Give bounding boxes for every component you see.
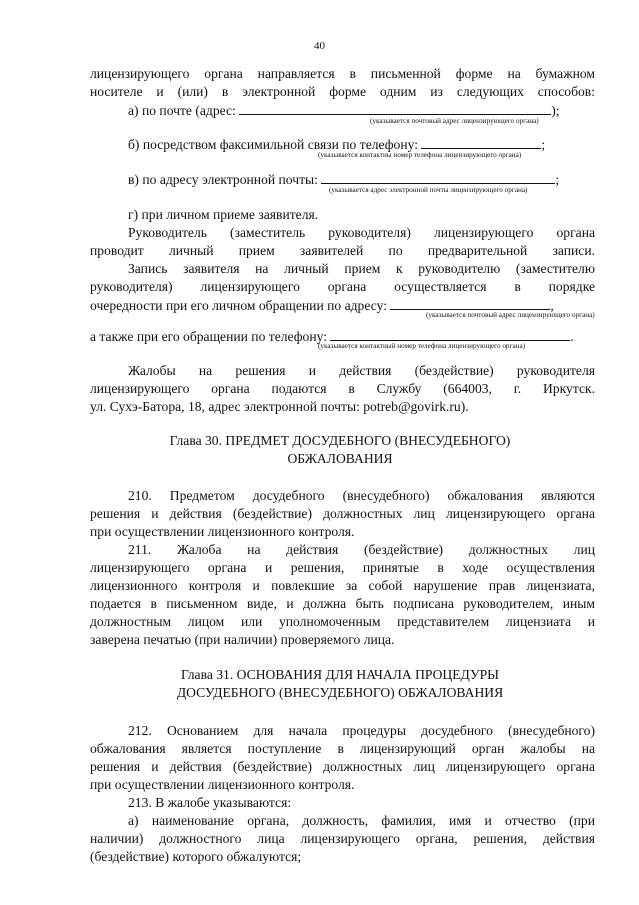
chapter-30-title: Глава 30. ПРЕДМЕТ ДОСУДЕБНОГО (ВНЕСУДЕБНОГО)	[169, 433, 511, 448]
registration-end: ,	[550, 298, 554, 313]
blank-field	[390, 296, 550, 310]
text-line: наличии) должностного лица лицензирующего органа, решения, действия	[90, 831, 595, 846]
text-line: а) наименование органа, должность, фамилия, имя и отчество (при	[128, 813, 595, 828]
text-line: лицензирующего органа и решения, принятые в ходе осуществления	[90, 560, 595, 575]
text-line: лицензирующего органа подаются в Службу (664003, г. Иркутск.	[90, 381, 595, 396]
text-line: 213. В жалобе указываются:	[128, 795, 292, 810]
text-line: лицензионного контроля и повлекшие за собой нарушение прав лицензиата,	[90, 578, 595, 593]
text-line: при осуществлении лицензионного контроля.	[90, 524, 355, 539]
phone-end: .	[570, 329, 574, 344]
blank-field	[421, 135, 541, 149]
post-end: );	[551, 103, 560, 118]
email-note: (указывается адрес электронной почты лицензирующего органа)	[329, 186, 528, 194]
text-line: проводит личный прием заявителей по предварительной записи.	[90, 243, 595, 258]
text-line: при осуществлении лицензионного контроля.	[90, 777, 355, 792]
post-label: а) по почте (адрес:	[128, 103, 236, 118]
chapter-30-title: ОБЖАЛОВАНИЯ	[287, 451, 393, 466]
chapter-31-title: ДОСУДЕБНОГО (ВНЕСУДЕБНОГО) ОБЖАЛОВАНИЯ	[176, 685, 504, 700]
page-number: 40	[314, 40, 325, 52]
text-line: 212. Основанием для начала процедуры досудебного (внесудебного)	[128, 723, 595, 738]
text-line: (бездействие) которого обжалуются;	[90, 849, 302, 864]
text-line: заверена печатью (при наличии) проверяемого лица.	[90, 632, 395, 647]
blank-field	[321, 170, 555, 184]
blank-field	[239, 101, 551, 115]
text-line: решения и действия (бездействие) должностных лиц лицензирующего органа	[90, 506, 595, 521]
registration-text: очередности при его личном обращении по адресу:	[90, 298, 387, 313]
email-label: в) по адресу электронной почты:	[128, 172, 318, 187]
fax-end: ;	[541, 137, 546, 152]
text-line: Запись заявителя на личный прием к руководителю (заместителю	[128, 261, 595, 276]
text-line: Руководитель (заместитель руководителя) лицензирующего органа	[128, 225, 595, 240]
text-line: руководителя) лицензирующего органа осуществляется в порядке	[90, 279, 595, 294]
fax-label: б) посредством факсимильной связи по телефону:	[128, 137, 418, 152]
phone-note: (указывается контактный номер телефона лицензирующего органа)	[318, 342, 526, 350]
text-line: решения и действия (бездействие) должностных лиц лицензирующего органа	[90, 759, 595, 774]
text-line: должностным лицом или уполномоченным представителем лицензиата и	[90, 614, 595, 629]
post-address-note: (указывается почтовый адрес лицензирующего органа)	[370, 117, 539, 125]
phone-label: а также при его обращении по телефону:	[90, 329, 328, 344]
registration-address-note: (указывается почтовый адрес лицензирующего органа)	[426, 311, 595, 319]
text-line: ул. Сухэ-Батора, 18, адрес электронной почты: potreb@govirk.ru).	[90, 399, 469, 414]
text-line: обжалования является поступление в лицензирующий орган жалобы на	[90, 741, 595, 756]
email-end: ;	[555, 172, 560, 187]
text-line: 211. Жалоба на действия (бездействие) должностных лиц	[128, 542, 595, 557]
text-line: 210. Предметом досудебного (внесудебного) обжалования являются	[128, 488, 595, 503]
chapter-31-title: Глава 31. ОСНОВАНИЯ ДЛЯ НАЧАЛА ПРОЦЕДУРЫ	[180, 667, 500, 682]
text-line: г) при личном приеме заявителя.	[128, 207, 319, 222]
fax-note: (указывается контактны номер телефона лицензирующего органа)	[318, 151, 522, 159]
text-line: Жалобы на решения и действия (бездействие) руководителя	[128, 363, 595, 378]
text-line: подается в письменном виде, и должна быть подписана руководителем, иным	[90, 596, 595, 611]
text-line: носителе и (или) в электронной форме одним из следующих способов:	[90, 84, 595, 99]
text-line: лицензирующего органа направляется в письменной форме на бумажном	[90, 66, 595, 81]
blank-field	[330, 327, 570, 341]
